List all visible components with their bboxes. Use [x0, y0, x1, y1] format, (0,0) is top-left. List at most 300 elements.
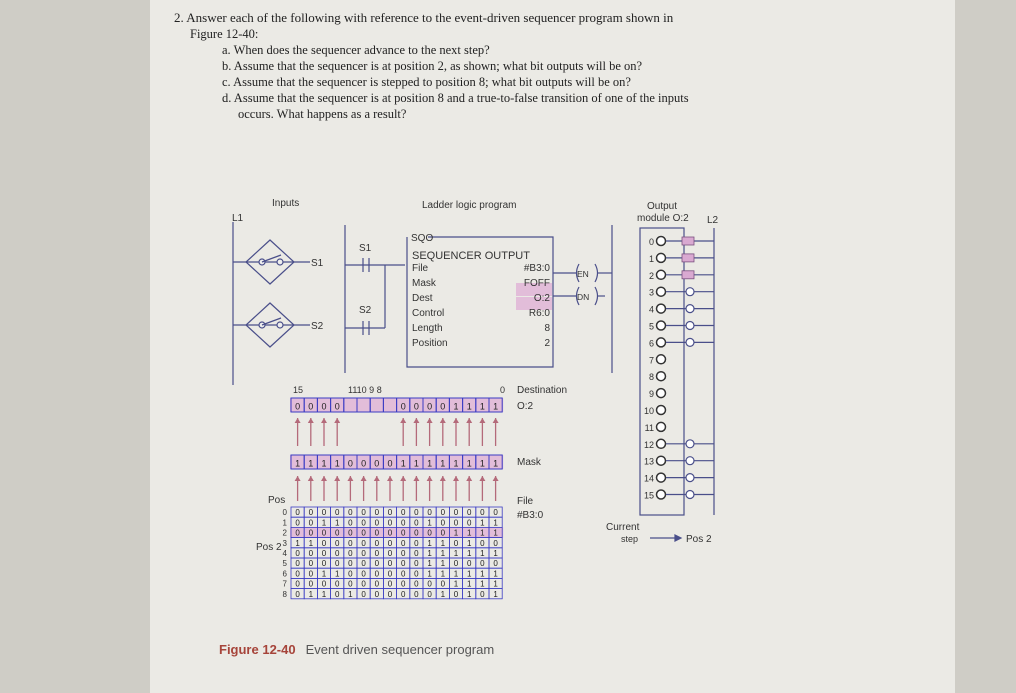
ladder-title: Ladder logic program — [422, 200, 517, 211]
output-lamp-on — [682, 254, 694, 262]
file-bit: 0 — [321, 559, 327, 569]
file-bit: 0 — [466, 559, 472, 569]
file-bit: 0 — [334, 559, 340, 569]
file-to-mask-arrow-head — [453, 476, 459, 481]
current-step-label: Current — [606, 522, 640, 533]
file-bit: 0 — [453, 538, 459, 548]
file-bit: 1 — [321, 589, 327, 599]
sqo-title: SEQUENCER OUTPUT — [412, 250, 530, 262]
output-terminal-number: 12 — [643, 439, 654, 450]
file-bit: 1 — [480, 518, 485, 528]
bit-15-label: 15 — [293, 385, 304, 395]
file-bit: 0 — [348, 559, 353, 569]
destination-bit: 1 — [466, 401, 472, 412]
output-lamp-off — [686, 440, 694, 448]
file-bit: 0 — [466, 508, 472, 518]
file-bit: 0 — [480, 508, 485, 518]
output-lamp-off — [686, 305, 694, 313]
file-bit: 0 — [334, 528, 340, 538]
file-bit: 0 — [427, 589, 432, 599]
file-bit: 1 — [440, 589, 446, 599]
file-bit: 1 — [480, 549, 485, 558]
output-terminal — [657, 338, 666, 347]
mask-to-destination-arrow-head — [321, 418, 327, 423]
output-terminal — [657, 321, 666, 330]
contact-label-s2: S2 — [359, 305, 372, 316]
mask-to-destination-arrow-head — [413, 418, 419, 423]
file-bit: 1 — [321, 518, 327, 528]
mask-to-destination-arrow-head — [400, 418, 406, 423]
file-bit: 0 — [348, 579, 353, 589]
file-bit: 0 — [400, 569, 406, 579]
file-bit: 0 — [374, 589, 380, 599]
file-bit: 0 — [440, 508, 446, 518]
mask-to-destination-arrow-head — [427, 418, 433, 423]
l2-label: L2 — [707, 215, 719, 226]
file-bit: 0 — [295, 589, 300, 599]
pos-number: 7 — [282, 579, 287, 589]
file-bit: 1 — [480, 579, 485, 589]
mask-bit: 1 — [493, 458, 499, 469]
sqo-row-label: File — [412, 263, 429, 274]
output-terminal-number: 4 — [648, 304, 654, 315]
file-bit: 0 — [361, 569, 366, 579]
file-bit: 0 — [374, 518, 380, 528]
file-to-mask-arrow-head — [493, 476, 499, 481]
file-to-mask-arrow-head — [440, 476, 446, 481]
mask-bit: 1 — [440, 458, 446, 469]
output-terminal-number: 8 — [648, 372, 654, 383]
figure-number: Figure 12-40 — [219, 642, 296, 657]
mask-bit: 1 — [295, 458, 301, 469]
output-terminal — [657, 253, 666, 262]
file-bit: 0 — [361, 508, 366, 518]
file-bit: 0 — [348, 518, 353, 528]
file-bit: 0 — [387, 538, 393, 548]
file-bit: 0 — [361, 549, 366, 558]
destination-bit: 0 — [440, 401, 446, 412]
pos-number: 5 — [282, 559, 287, 569]
output-lamp-off — [686, 322, 694, 330]
file-bit: 0 — [295, 559, 300, 569]
pos-number: 8 — [282, 589, 287, 599]
output-terminal — [657, 304, 666, 313]
file-bit: 0 — [453, 508, 459, 518]
file-bit: 0 — [348, 569, 353, 579]
file-bit: 0 — [427, 508, 432, 518]
coil-dn-label: DN — [577, 292, 590, 302]
sqo-row-label: Control — [412, 308, 445, 319]
bit-1110-label: 1110 9 8 — [348, 385, 382, 395]
file-bit: 0 — [400, 549, 406, 558]
question-c: c. Assume that the sequencer is stepped to position 8; what bit outputs will be on? — [222, 75, 631, 89]
file-to-mask-arrow-head — [374, 476, 380, 481]
file-bit: 1 — [334, 518, 340, 528]
destination-bit: 0 — [413, 401, 419, 412]
file-bit: 0 — [493, 559, 498, 569]
output-lamp-on — [682, 237, 694, 245]
output-terminal-number: 9 — [648, 389, 654, 400]
file-bit: 1 — [493, 569, 498, 579]
file-bit: 1 — [493, 589, 498, 599]
sqo-row-label: Dest — [412, 293, 433, 304]
pos-label: Pos — [268, 495, 286, 506]
sqo-row-value: 2 — [544, 338, 550, 349]
output-terminal-number: 0 — [648, 237, 654, 247]
file-bit: 1 — [493, 528, 498, 538]
sqo-row-label: Position — [412, 338, 448, 349]
mask-bit: 1 — [413, 458, 419, 469]
file-bit: 0 — [414, 589, 419, 599]
file-bit: 1 — [466, 569, 472, 579]
file-bit: 0 — [466, 518, 472, 528]
output-terminal — [657, 389, 666, 398]
file-bit: 1 — [427, 538, 432, 548]
output-terminal — [657, 355, 666, 364]
file-bit: 0 — [308, 528, 314, 538]
file-bit: 1 — [348, 589, 353, 599]
switch-label-s1: S1 — [311, 258, 324, 269]
file-bit: 1 — [480, 528, 485, 538]
file-bit: 1 — [480, 569, 485, 579]
output-module-label: module O:2 — [637, 213, 689, 224]
destination-bit: 1 — [453, 401, 459, 412]
file-to-mask-arrow-head — [479, 476, 485, 481]
file-to-mask-arrow-head — [413, 476, 419, 481]
file-bit: 0 — [414, 508, 419, 518]
file-bit: 1 — [440, 549, 446, 558]
file-bit: 0 — [480, 589, 485, 599]
output-title: Output — [647, 201, 678, 212]
file-bit: 0 — [374, 559, 380, 569]
file-bit: 1 — [440, 538, 446, 548]
mask-bit: 1 — [479, 458, 485, 469]
question-b: b. Assume that the sequencer is at position 2, as shown; what bit outputs will be on? — [222, 59, 643, 73]
mask-bit: 1 — [400, 458, 406, 469]
file-bit: 0 — [308, 569, 314, 579]
file-bit: 1 — [308, 538, 314, 548]
output-terminal-number: 3 — [648, 287, 654, 298]
file-bit: 0 — [361, 538, 366, 548]
pos-current-label: Pos 2 — [256, 542, 282, 553]
mask-bit: 1 — [466, 458, 472, 469]
current-step-label-2: step — [621, 534, 639, 544]
pos-number: 1 — [282, 518, 287, 528]
file-bit: 1 — [453, 549, 459, 558]
output-lamp-on — [682, 271, 694, 279]
file-bit: 1 — [466, 538, 472, 548]
question-d-continued: occurs. What happens as a result? — [238, 107, 407, 121]
mask-to-destination-arrow-head — [493, 418, 499, 423]
file-bit: 1 — [493, 549, 498, 558]
output-terminal — [657, 270, 666, 279]
output-terminal-number: 14 — [643, 473, 654, 484]
file-to-mask-arrow-head — [347, 476, 353, 481]
file-bit: 0 — [493, 538, 498, 548]
destination-address: O:2 — [517, 401, 534, 412]
file-bit: 0 — [387, 549, 393, 558]
file-bit: 0 — [414, 559, 419, 569]
mask-to-destination-arrow-head — [295, 418, 301, 423]
file-bit: 1 — [466, 579, 472, 589]
pos-number: 0 — [282, 508, 287, 518]
output-terminal — [657, 473, 666, 482]
file-bit: 0 — [414, 538, 419, 548]
file-bit: 0 — [361, 559, 366, 569]
file-bit: 0 — [427, 579, 432, 589]
destination-bit: 1 — [493, 401, 499, 412]
pos-number: 3 — [282, 538, 287, 548]
file-bit: 0 — [334, 508, 340, 518]
file-bit: 1 — [466, 528, 472, 538]
mask-to-destination-arrow-head — [440, 418, 446, 423]
sqo-row-value: FOFF — [523, 278, 550, 289]
output-terminal — [657, 456, 666, 465]
file-bit: 0 — [427, 528, 432, 538]
file-bit: 0 — [400, 559, 406, 569]
output-terminal — [657, 372, 666, 381]
file-bit: 1 — [308, 589, 314, 599]
destination-bit: 0 — [321, 401, 327, 412]
file-bit: 0 — [334, 538, 340, 548]
file-bit: 0 — [387, 589, 393, 599]
file-to-mask-arrow-head — [334, 476, 340, 481]
switch-label-s2: S2 — [311, 321, 324, 332]
file-bit: 0 — [295, 569, 300, 579]
current-step-value: Pos 2 — [686, 534, 712, 545]
file-bit: 1 — [453, 569, 459, 579]
output-lamp-off — [686, 491, 694, 499]
output-lamp-off — [686, 457, 694, 465]
file-bit: 0 — [387, 518, 393, 528]
mask-to-destination-arrow-head — [479, 418, 485, 423]
file-bit: 0 — [414, 528, 419, 538]
file-bit: 0 — [361, 528, 366, 538]
file-bit: 0 — [295, 518, 300, 528]
file-bit: 0 — [414, 579, 419, 589]
output-terminal — [657, 237, 666, 246]
file-bit: 1 — [334, 569, 340, 579]
mask-bit: 1 — [453, 458, 459, 469]
output-terminal-number: 6 — [648, 338, 654, 349]
file-bit: 0 — [387, 528, 393, 538]
file-bit: 0 — [414, 549, 419, 558]
file-bit: 1 — [493, 579, 498, 589]
mask-to-destination-arrow-head — [466, 418, 472, 423]
file-bit: 0 — [400, 589, 406, 599]
inputs-title: Inputs — [272, 198, 300, 209]
file-bit: 0 — [400, 518, 406, 528]
output-terminal-number: 11 — [644, 422, 654, 433]
file-bit: 0 — [400, 528, 406, 538]
file-address: #B3:0 — [517, 510, 544, 521]
file-bit: 0 — [348, 508, 353, 518]
file-bit: 0 — [295, 549, 300, 558]
file-bit: 0 — [400, 508, 406, 518]
sqo-mnemonic: SQO — [411, 233, 434, 244]
sqo-row-value: O:2 — [533, 293, 550, 304]
file-bit: 0 — [361, 589, 366, 599]
file-bit: 1 — [466, 589, 472, 599]
mask-bit: 1 — [308, 458, 314, 469]
output-terminal — [657, 287, 666, 296]
output-terminal — [657, 422, 666, 431]
figure-caption — [219, 642, 494, 657]
file-bit: 0 — [308, 559, 314, 569]
file-bit: 0 — [374, 569, 380, 579]
output-terminal — [657, 406, 666, 415]
file-bit: 0 — [387, 579, 393, 589]
destination-bit: 1 — [479, 401, 485, 412]
file-bit: 0 — [387, 569, 393, 579]
sqo-row-label: Mask — [412, 278, 436, 289]
file-bit: 0 — [295, 528, 300, 538]
file-bit: 0 — [374, 549, 380, 558]
file-bit: 0 — [308, 579, 314, 589]
question-a: a. When does the sequencer advance to the next step? — [222, 43, 490, 57]
output-terminal-number: 10 — [643, 406, 654, 416]
output-terminal — [657, 439, 666, 448]
file-to-mask-arrow-head — [427, 476, 433, 481]
file-bit: 0 — [348, 538, 353, 548]
file-to-mask-arrow-head — [387, 476, 393, 481]
output-terminal-number: 15 — [643, 490, 654, 501]
file-bit: 0 — [308, 508, 314, 518]
file-bit: 0 — [374, 528, 380, 538]
file-bit: 0 — [480, 559, 485, 569]
file-bit: 1 — [466, 549, 472, 558]
file-bit: 1 — [453, 528, 459, 538]
mask-bit: 1 — [427, 458, 433, 469]
sqo-row-value: #B3:0 — [523, 263, 550, 274]
mask-bit: 0 — [347, 458, 353, 469]
file-bit: 1 — [440, 569, 446, 579]
mask-bit: 1 — [334, 458, 340, 469]
sqo-row-label: Length — [412, 323, 443, 334]
file-bit: 0 — [308, 549, 314, 558]
destination-bit: 0 — [427, 401, 433, 412]
file-bit: 1 — [493, 518, 498, 528]
file-bit: 0 — [440, 579, 446, 589]
file-bit: 0 — [440, 518, 446, 528]
output-terminal — [657, 490, 666, 499]
file-bit: 0 — [440, 528, 446, 538]
file-bit: 0 — [334, 549, 340, 558]
output-terminal-number: 13 — [643, 456, 654, 467]
destination-bit: 0 — [308, 401, 314, 412]
destination-label: Destination — [517, 385, 568, 396]
file-bit: 0 — [321, 538, 327, 548]
file-to-mask-arrow-head — [308, 476, 314, 481]
file-bit: 0 — [321, 579, 327, 589]
file-to-mask-arrow-head — [321, 476, 327, 481]
file-to-mask-arrow-head — [295, 476, 301, 481]
bit-0-label: 0 — [500, 385, 506, 395]
mask-bit: 1 — [321, 458, 327, 469]
mask-bit: 0 — [387, 458, 393, 469]
file-bit: 0 — [387, 559, 393, 569]
file-bit: 0 — [295, 579, 300, 589]
pos-number: 6 — [282, 569, 287, 579]
mask-to-destination-arrow-head — [334, 418, 340, 423]
file-bit: 1 — [427, 518, 432, 528]
file-bit: 0 — [453, 518, 459, 528]
file-bit: 1 — [295, 538, 300, 548]
output-lamp-off — [686, 474, 694, 482]
question-figure-ref: Figure 12-40: — [190, 27, 259, 41]
file-bit: 0 — [453, 589, 459, 599]
file-bit: 1 — [427, 549, 432, 558]
file-bit: 0 — [374, 538, 380, 548]
file-bit: 0 — [361, 518, 366, 528]
file-bit: 0 — [453, 559, 459, 569]
figure-caption-text: Event driven sequencer program — [305, 642, 495, 657]
file-bit: 1 — [440, 559, 446, 569]
mask-bit: 0 — [361, 458, 367, 469]
l1-label: L1 — [232, 213, 244, 224]
sqo-row-value: 8 — [544, 323, 550, 334]
output-terminal-number: 2 — [648, 270, 654, 281]
file-bit: 0 — [295, 508, 300, 518]
file-bit: 0 — [414, 569, 419, 579]
file-bit: 1 — [321, 569, 327, 579]
file-to-mask-arrow-head — [361, 476, 367, 481]
mask-to-destination-arrow-head — [453, 418, 459, 423]
file-bit: 0 — [334, 589, 340, 599]
output-terminal-number: 5 — [648, 321, 654, 332]
mask-bit: 0 — [374, 458, 380, 469]
file-bit: 1 — [427, 569, 432, 579]
file-bit: 0 — [348, 549, 353, 558]
file-bit: 0 — [374, 579, 380, 589]
file-to-mask-arrow-head — [466, 476, 472, 481]
pos-number: 4 — [282, 549, 287, 558]
file-bit: 0 — [334, 579, 340, 589]
mask-label: Mask — [517, 457, 541, 468]
file-bit: 1 — [427, 559, 432, 569]
file-label: File — [517, 496, 534, 507]
output-lamp-off — [686, 288, 694, 296]
question-intro: 2. Answer each of the following with reference to the event-driven sequencer program shown in — [174, 10, 674, 25]
file-bit: 0 — [321, 549, 327, 558]
file-bit: 0 — [400, 579, 406, 589]
question-d: d. Assume that the sequencer is at position 8 and a true-to-false transition of one of the inputs — [222, 91, 689, 105]
file-bit: 0 — [414, 518, 419, 528]
destination-bit: 0 — [295, 401, 301, 412]
destination-bit: 0 — [334, 401, 340, 412]
output-terminal-number: 7 — [648, 355, 654, 366]
file-to-mask-arrow-head — [400, 476, 406, 481]
mask-to-destination-arrow-head — [308, 418, 314, 423]
file-bit: 1 — [453, 579, 459, 589]
output-terminal-number: 1 — [648, 253, 654, 264]
contact-label-s1: S1 — [359, 243, 372, 254]
file-bit: 0 — [321, 528, 327, 538]
pos-number: 2 — [282, 528, 287, 538]
output-lamp-off — [686, 338, 694, 346]
file-bit: 0 — [387, 508, 393, 518]
file-bit: 0 — [361, 579, 366, 589]
file-bit: 0 — [480, 538, 485, 548]
sqo-row-value: R6:0 — [528, 308, 550, 319]
file-bit: 0 — [493, 508, 498, 518]
file-bit: 0 — [308, 518, 314, 528]
file-bit: 0 — [374, 508, 380, 518]
coil-en-label: EN — [577, 269, 589, 279]
file-bit: 0 — [400, 538, 406, 548]
file-bit: 0 — [321, 508, 327, 518]
destination-bit: 0 — [400, 401, 406, 412]
